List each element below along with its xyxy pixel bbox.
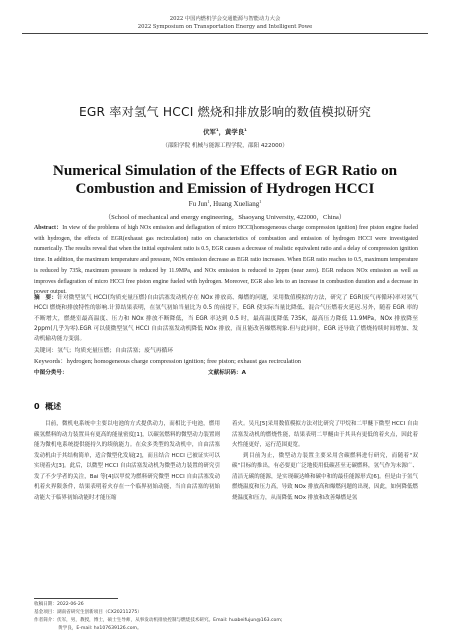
en-title-line-1: Numerical Simulation of the Effects of EGR Ratio on <box>52 162 398 179</box>
cn-abstract-text: 针对微型氢气 HCCI(均质充量压燃)自由活塞发动机存在 NOx 排放高、爆燃的问题，采用数值模拟的方法，研究了 EGR(废气再循环)率对氢气 HCCI 燃烧和排放特性的影响.计算结果表明，在氢气初始当量比为 0.5 的前提下，EGR 使实际当量比降低、混合气压燃着火延迟.另外，随着 EGR 率的不断增大，燃烧室最高温度、压力和 NOx 排放不断降低，当 EGR 率达到 0.5 时，最高温度降低 735K，最高压力降低 11.9MPa，NOx 排放降至 2ppm(几乎为零).EGR 可以使微型氢气 HCCI 自由活塞发动机降低 NOx 排放，而且能改善爆燃现象.但与此同时，EGR 还导致了燃烧持续时间增加、发动机输功能力变弱。 <box>34 295 418 343</box>
en-authors: Fu Jun$^1$, Huang Xueliang$^1$ <box>188 199 262 208</box>
footnote-author-info-2: 黄学良，E-mail: hx107639126.com。 <box>58 626 142 631</box>
cn-keywords-label: 关键词： <box>34 348 58 354</box>
en-keywords <box>34 357 418 366</box>
footnote-received: 收稿日期：2022-06-26 <box>34 602 84 607</box>
en-keywords-text: hydrogen; homogeneous charge compression ignition; free piston; exhaust gas recirculation <box>66 358 301 365</box>
en-abstract <box>34 223 418 298</box>
cn-keywords-text: 氢气；均质充量压燃；自由活塞；废气再循环 <box>57 348 174 354</box>
body-paragraph: 着火。吴凡[5]采用数值模拟方法对比研究了甲烷和二甲醚下微型 HCCI 自由活塞发动机的燃烧性能，结果表明二甲醚由于其具有更低的着火点，因此着火性能更好，运行范围更宽。 <box>232 421 418 448</box>
body-column-right <box>232 419 418 503</box>
footnote-rule <box>34 598 118 599</box>
en-abstract-label: Abstract： <box>34 225 63 231</box>
section-number: 0 <box>34 402 40 411</box>
running-header-en: 2022 Symposium on Transportation Energy and Intelligent Powe <box>137 24 313 30</box>
body-paragraph: 目前，微机电系统中主要以电池的方式提供动力，而相比于电池，燃用碳氢燃料的动力装置具有更高的能量密度[1]，以碳氢燃料的微型动力装置则能为微机电系统提供能持久的续航能力。在众多类型的发动机中，自由活塞发动机由于其结构简单，适合微型化发展[2]，而且结合 HCCI 已被证实可以实现着火[3]。此后，以微型 HCCI 自由活塞发动机为微型动力装置的研究引发了不少学者的关注，Bai 等[4]以甲烷为燃料研究微型 HCCI 自由活塞发动机着火界限条件，结果表明着火存在一个临界初始动能，当自由活塞的初始动能大于临界初始动能时才能压缩 <box>34 421 220 501</box>
body-column-left <box>34 419 220 503</box>
cn-affiliation: （邵阳学院 机械与能源工程学院，邵阳 422000） <box>162 143 288 149</box>
clc-number: 中图分类号： <box>34 370 68 376</box>
body-paragraph: 到目前为止，微型动力装置主要采用含碳燃料进行研究，而随着"双碳"目标的推出，有必要更广泛地使用低碳甚至无碳燃料，氢气作为未源广、清洁无碳的能源，是实现碳达峰和碳中和的最佳能源形式[6]。但是由于氢气燃烧温度和压力高，导致 NOx 排放高和爆燃问题的出现，因此，如何降低燃烧温度和压力，从而降低 NOx 排放和改善爆燃是氢 <box>232 452 418 501</box>
cn-abstract-label: 摘 要： <box>34 295 58 301</box>
cn-keywords <box>34 347 418 356</box>
cn-abstract <box>34 293 418 344</box>
footnote-fund: 基金项目：湖南省研究生创新项目（CX20211275） <box>34 610 142 615</box>
section-heading <box>34 401 61 412</box>
header-rule <box>22 33 428 34</box>
cn-title: EGR 率对氢气 HCCI 燃烧和排放影响的数值模拟研究 <box>79 105 371 119</box>
en-title-line-2: Combustion and Emission of Hydrogen HCCI <box>75 180 375 197</box>
footnote-author-info: 作者简介：伏军，男，教授，博士，硕士生导师，从事发动机排放控制与燃烧技术研究。Email: huabeifujun@163.com; <box>34 618 283 623</box>
cn-authors: 伏军$^1$，黄学良$^1$ <box>203 127 247 136</box>
en-keywords-label: Keywords： <box>34 358 67 365</box>
document-code: 文献标识码：A <box>208 370 246 376</box>
running-header-cn: 2022 中国内燃机学会交通能源与智能动力大会 <box>169 16 281 22</box>
en-abstract-text: In view of the problems of high NOx emission and deflagration of micro HCCI(homogeneous charge compression ignition) free piston engine fueled with hydrogen, the effects of EGR(exhaust gas recirculation) ratio on characteristics of combustion and emission of hydrogen HCCI were investigated numerically. The results reveal that when the initial equivalent ratio is 0.5, EGR causes a decrease of realistic equivalent ratio and a delay of compression ignition time. In addition, the maximum temperature and pressure, NOx emission decrease as EGR ratio increases. When EGR ratio reaches to 0.5, maximum temperature is reduced by 735k, maximum pressure is reduced by 11.9MPa, and NOx emission is reduced to 2ppm (near zero). EGR reduces NOx emission as well as improves deflagration of micro HCCI free piston engine fueled with hydrogen. Moreover, EGR also lets to an increase in combustion duration and a decrease in power output. <box>34 225 419 296</box>
en-affiliation: （School of mechanical and energy engineering，Shaoyang University, 422000，China） <box>104 214 346 221</box>
section-title: 概述 <box>45 402 62 411</box>
